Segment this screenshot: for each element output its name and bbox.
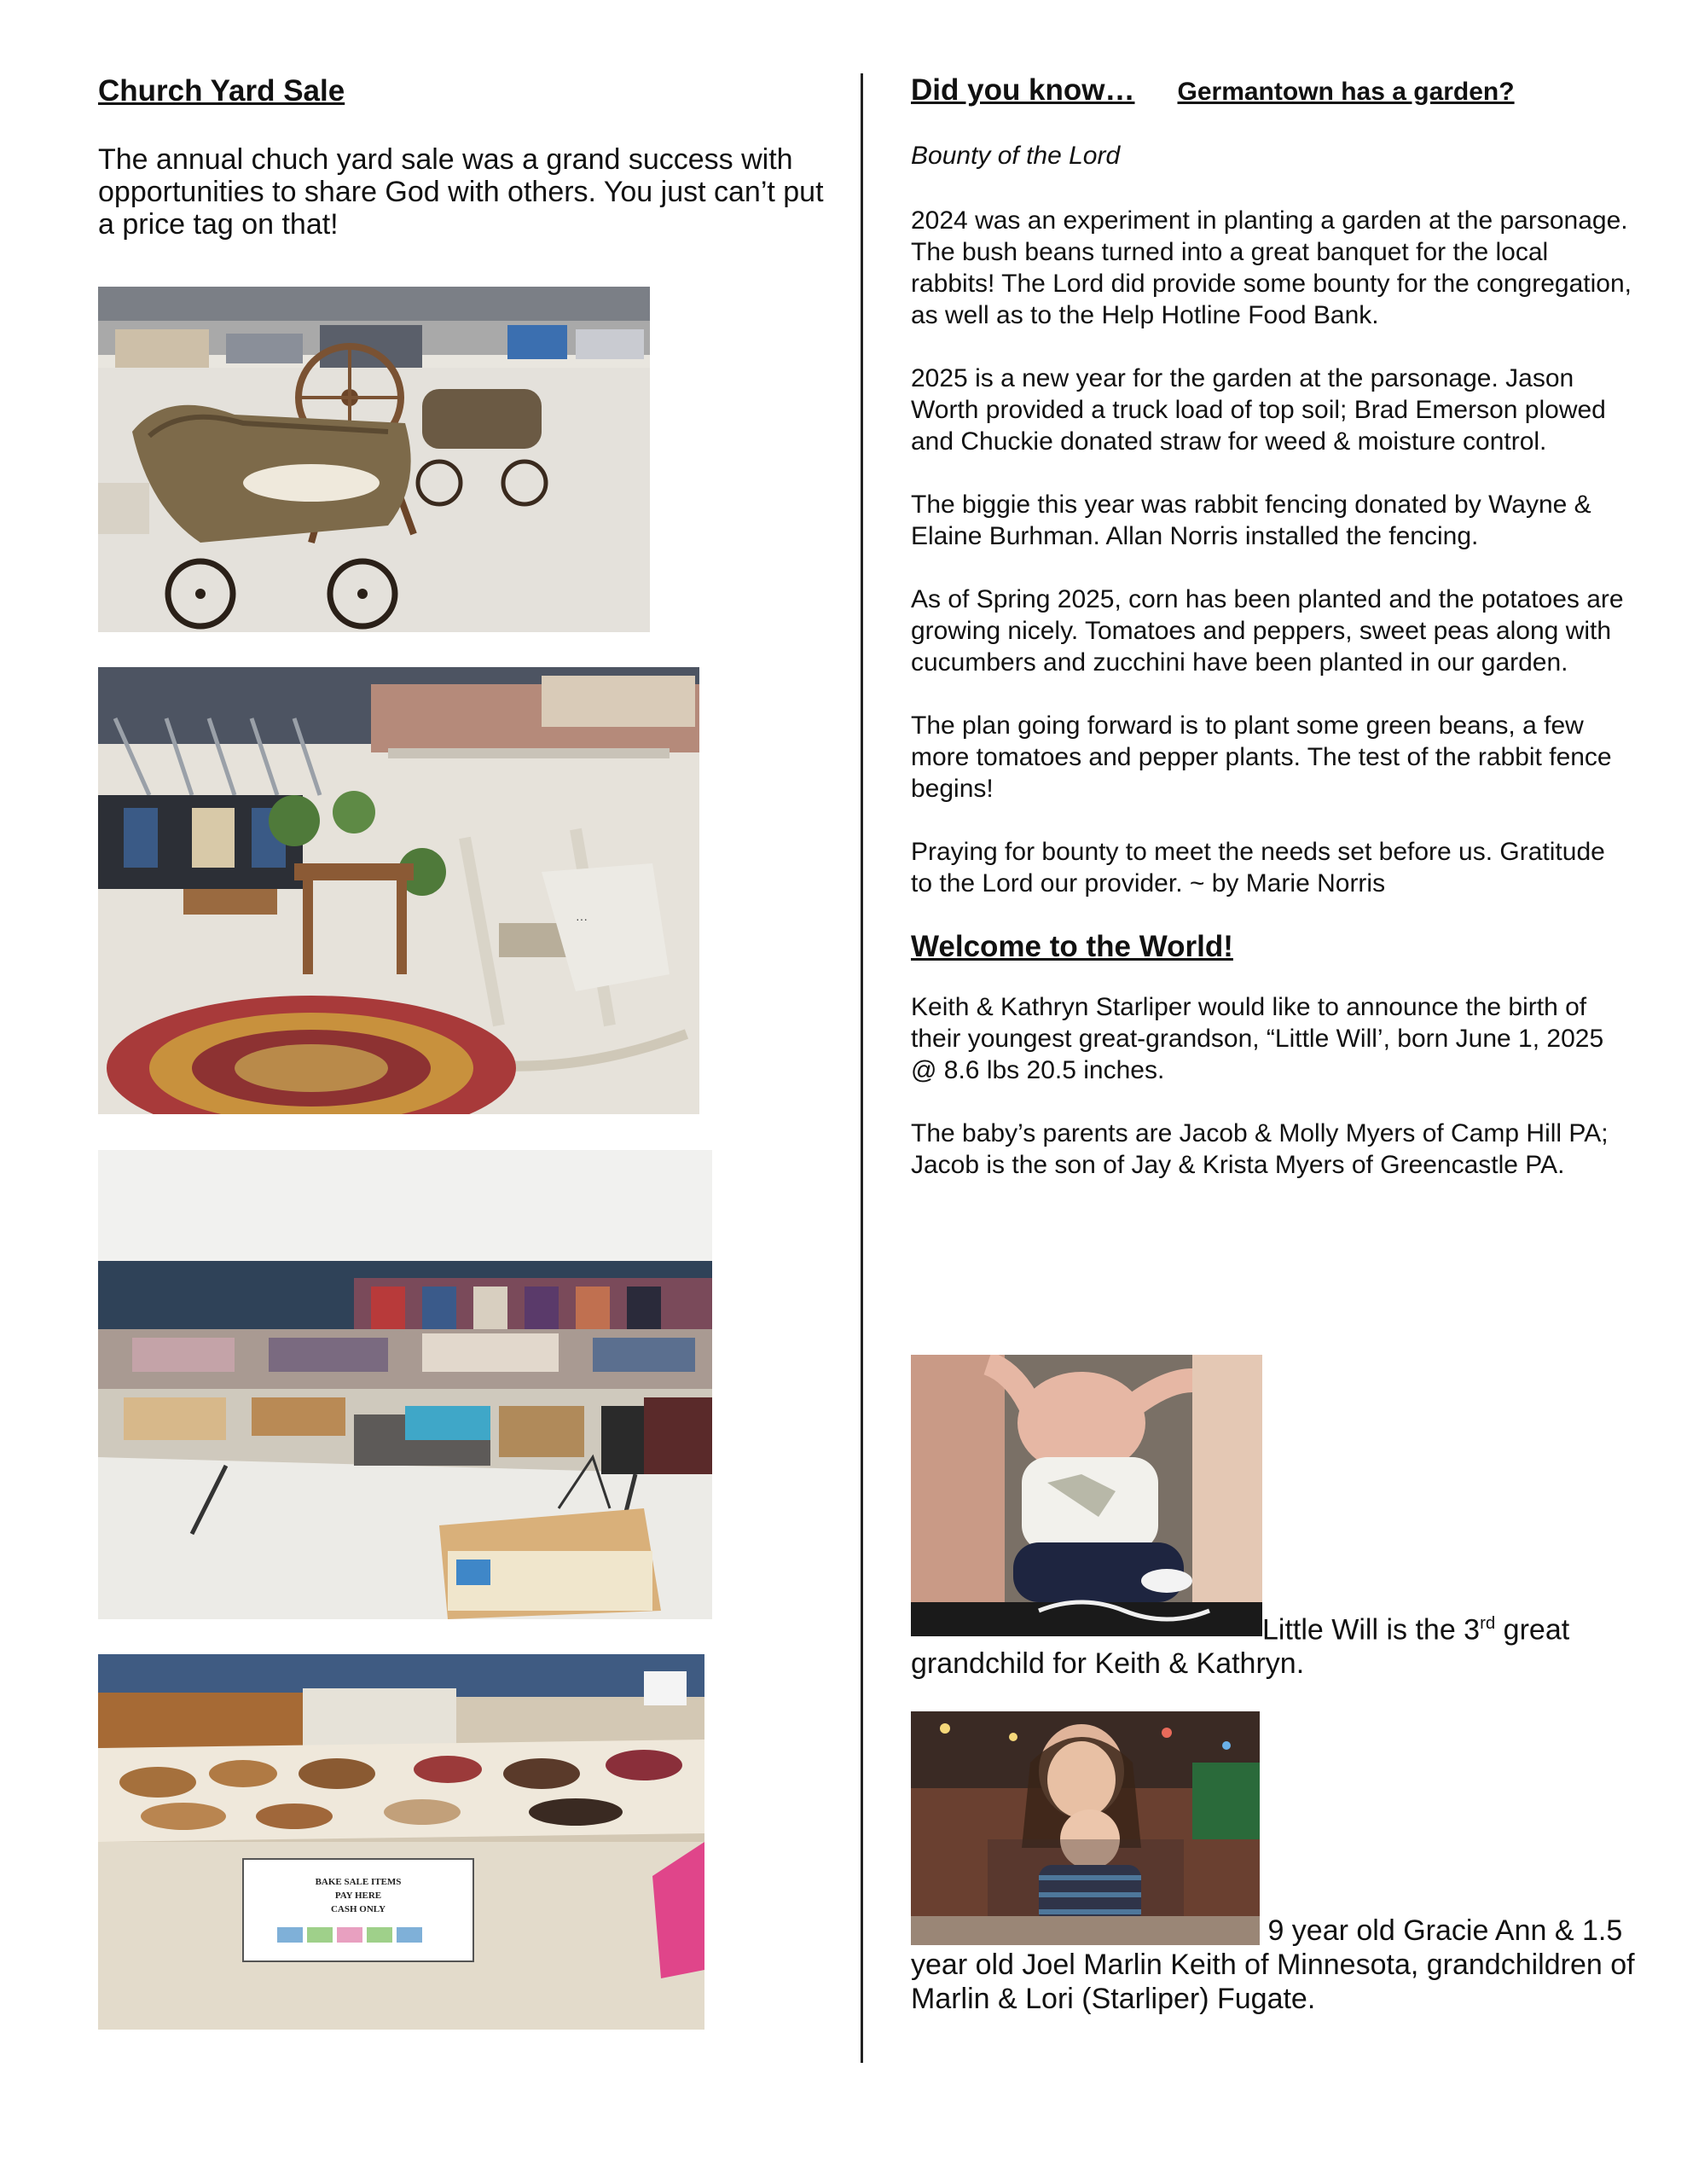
bake-sign-line3: CASH ONLY [330, 1904, 386, 1914]
little-will-caption [911, 1606, 1636, 1681]
garden-paragraph-6: Praying for bounty to meet the needs set before us. Gratitude to the Lord our provider. ~ by Marie Norris [911, 838, 1605, 897]
right-column [911, 73, 1632, 1181]
welcome-paragraph-1: Keith & Kathryn Starliper would like to announce the birth of their youngest great-grandson, “Little Will’, born June 1, 2025 @ 8.6 lbs 20.5 inches. [911, 993, 1604, 1084]
did-you-know-title: Did you know… [911, 73, 1135, 107]
column-divider [861, 73, 863, 2063]
photo-gracie-and-joel [911, 1711, 1260, 1945]
garden-paragraph-5: The plan going forward is to plant some green beans, a few more tomatoes and pepper plants. The test of the rabbit fence begins! [911, 712, 1612, 803]
photo-bake-sale [98, 1654, 704, 2030]
caption1-part-b: great grandchild for Keith & Kathryn. [911, 1613, 1570, 1681]
yard-sale-heading: Church Yard Sale [98, 74, 345, 107]
garden-paragraph-3: The biggie this year was rabbit fencing donated by Wayne & Elaine Burhman. Allan Norris installed the fencing. [911, 491, 1591, 550]
did-you-know-subtitle: Germantown has a garden? [1177, 78, 1515, 106]
garden-paragraph-4: As of Spring 2025, corn has been planted and the potatoes are growing nicely. Tomatoes and peppers, sweet peas along with cucumbers and zucchini have been planted in our garden. [911, 585, 1624, 677]
garden-paragraph-2: 2025 is a new year for the garden at the parsonage. Jason Worth provided a truck load of top soil; Brad Emerson plowed and Chuckie donated straw for weed & moisture control. [911, 364, 1606, 456]
photo-furniture-rug [98, 667, 699, 1114]
yard-sale-intro: The annual chuch yard sale was a grand success with opportunities to share God with others. You just can’t put a price tag on that! [98, 143, 824, 241]
photo-little-will [911, 1355, 1262, 1636]
photo-carriage-spinning-wheel [98, 287, 650, 632]
left-column [98, 73, 832, 241]
gracie-joel-caption [911, 1914, 1636, 2016]
bake-sign-line2: PAY HERE [334, 1891, 382, 1901]
did-you-know-heading [911, 73, 1632, 107]
caption1-part-a: Little Will is the 3 [1262, 1613, 1481, 1647]
caption1-sup: rd [1480, 1614, 1496, 1633]
svg-text:···: ··· [576, 912, 588, 926]
photo-sale-tables [98, 1150, 712, 1619]
caption2-text: 9 year old Gracie Ann & 1.5 year old Joel Marlin Keith of Minnesota, grandchildren of Marlin & Lori (Starliper) Fugate. [911, 1914, 1635, 2015]
bake-sign-line1: BAKE SALE ITEMS [315, 1877, 402, 1887]
bake-sale-sign [243, 1859, 473, 1961]
welcome-heading: Welcome to the World! [911, 930, 1233, 963]
garden-paragraph-1: 2024 was an experiment in planting a garden at the parsonage. The bush beans turned into a great banquet for the local rabbits! The Lord did provide some bounty for the congregation, as well as to the Help Hotline Food Bank. [911, 206, 1632, 329]
bounty-subtitle: Bounty of the Lord [911, 142, 1121, 170]
welcome-paragraph-2: The baby’s parents are Jacob & Molly Myers of Camp Hill PA; Jacob is the son of Jay & Krista Myers of Greencastle PA. [911, 1119, 1609, 1179]
